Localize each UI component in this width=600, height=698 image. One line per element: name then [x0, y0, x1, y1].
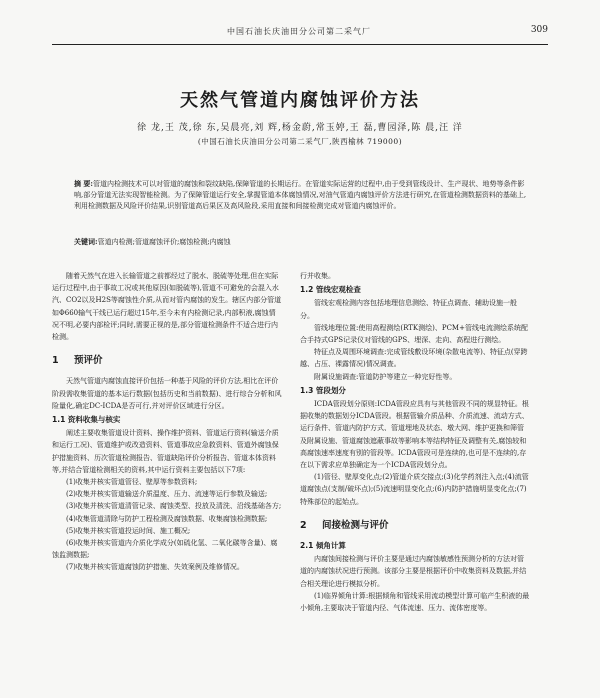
journal-name: 中国石油长庆油田分公司第二采气厂: [227, 27, 371, 36]
running-header: [52, 26, 548, 40]
subsection-heading: 2.1 倾角计算: [300, 541, 346, 551]
body-paragraph: (3)收集并核实管道清管记录、腐蚀类型、投放及清洗、沿线基础各方;: [66, 502, 282, 511]
body-paragraph: (1)临界倾角计算:根据倾角和管线采用流动模型计算可临产生积液的最小倾角,主要取决于管道内径、气体流速、压力、流体密度等。: [300, 591, 530, 613]
section-heading: [300, 520, 530, 532]
body-paragraph: 阐述主要收集管道设计资料、操作维护资料、管道运行资料(输送介质和运行工况)、管道维护或改造资料、管道事故应急救资料、管道外腐蚀保护措施资料、历次管道检测报告、管道缺陷评价分析报告、管道本体资料等,并结合管道检测相关的资料,其中运行资料主要包括以下7项:: [52, 429, 279, 474]
section-title: 间接检测与评价: [322, 519, 389, 531]
body-paragraph: 附属设施调查:管道防护等建立一种完好性等。: [314, 372, 457, 381]
body-paragraph: 管线地理位置:使用高程测绘(RTK测绘)、PCM+管线电流测绘系统配合手持式GPS记录仪对管线的GPS、埋深、走向、高程进行测绘。: [300, 323, 528, 345]
body-paragraph: 特征点及周围环境调查:完成管线敷设环境(杂散电流等)、特征点(穿跨越、占压、裸露情况)情况调查。: [300, 348, 528, 369]
page-number: 309: [530, 25, 548, 35]
body-paragraph: (7)收集并核实管道腐蚀防护措施、失效案例及维修情况。: [66, 563, 244, 572]
section-number: 1: [52, 355, 59, 367]
affiliation: (中国石油长庆油田分公司第二采气厂,陕西榆林 719000): [197, 137, 403, 146]
body-paragraph: 管线宏观检测内容包括地理信息测绘、特征点调查、辅助设施一般分。: [300, 299, 517, 320]
body-paragraph: 内腐蚀间接检测与评价主要是通过内腐蚀敏感性预测分析的方法对管道的内腐蚀状况进行预测。该部分主要是根据评价中收集资料及数据,并结合相关理论进行模拟分析。: [300, 555, 527, 588]
body-paragraph: (1)收集并核实管道管径、壁厚等参数资料;: [66, 478, 198, 487]
section-heading: [52, 355, 282, 367]
subsection-heading: 1.2 管线宏观检查: [300, 285, 361, 295]
section-title: 预评价: [74, 355, 103, 367]
body-paragraph: (6)收集并核实管道内介质化学成分(如硫化氢、二氧化碳等含量)、腐蚀监测数据;: [52, 539, 278, 560]
body-paragraph: 行并收集。: [300, 272, 335, 280]
body-paragraph: 随着天然气在进入长输管道之前都经过了脱水、脱硫等处理,但在实际运行过程中,由于事故工况或其他原因(如脱硫等),管道不可避免的会混入水汽、CO2以及H2S等腐蚀性介质,从而对管内腐蚀的发生。辖区内部分管道如Φ660输气干线已运行超过15年,至今未有内检测记录,内部积液,腐蚀情况不明,必要内部检评;同时,需要正视的是,部分管道检测条件不适合进行内检测。: [52, 272, 282, 342]
left-column: [52, 270, 282, 574]
body-paragraph: (2)收集并核实管道输送介质温度、压力、流速等运行参数及输送;: [66, 490, 268, 499]
subsection-heading: 1.3 管段划分: [300, 385, 346, 395]
subsection-heading: 1.1 资料收集与核实: [52, 415, 121, 425]
abstract: [74, 178, 530, 212]
keywords-label: 关键词:: [74, 237, 98, 246]
body-paragraph: (4)收集管道清除与防护工程检测及腐蚀数据、收集腐蚀检测数据;: [66, 514, 268, 523]
body-paragraph: (5)收集并核实管道投运时间、施工概况;: [66, 526, 191, 535]
keywords-text: 管道内检测;管道腐蚀评价;腐蚀检测;内腐蚀: [97, 238, 231, 246]
author-list: 徐 龙,王 茂,徐 东,吴晨亮,刘 辉,杨金蔚,常玉婷,王 磊,曹园泽,陈 晨,汪 洋: [137, 123, 463, 133]
body-paragraph: ICDA管段划分原则:ICDA管段应具有与其他管段不同的规显特征。根据收集的数据划分ICDA管段。根据管输介质品种、介质流速、流动方式、运行条件、管道内防护方式、管道埋地及状态、墩大网、维护更换和筛管及附属设施、管道腐蚀遮蔽事故等影响本等结构特征及调整有关,腐蚀较和高腐蚀速率速度有别的管段等。ICDA管段可是连续的,也可是不连续的,存在以下需求应单独确定为一个ICDA管段划分点。: [300, 400, 529, 470]
body-paragraph: (1)管径、壁厚变化点;(2)管道介质交接点;(3)化学药剂注入点;(4)流管道腐蚀点(支制/破坏点);(5)流速明显变化点;(6)内防护措施明显变化点;(7)特殊部位的起始点。: [300, 473, 529, 506]
abstract-label: 摘 要:: [74, 179, 94, 188]
abstract-text: 管道内检测技术可以对管道的腐蚀和裂纹缺陷,保障管道的长期运行。在管道实际运营的过程中,由于受到管线设计、生产现状、地势等条件影响,部分管道无法实现智能检测。为了保障管道运行安全,掌握管道本体腐蚀情况,对油气管道内腐蚀评价方法进行研究,在管道检测数据资料的基础上,利用检测数据及风险评价结果,识别管道高后果区及高风险段,采用直接和间接检测完成对管道内腐蚀评价。: [74, 180, 527, 210]
right-column: [300, 270, 530, 614]
body-paragraph: 天然气管道内腐蚀直接评价包括一种基于风险的评价方法,相比在评价阶段需收集管道的基本运行数据(包括历史和当前数据)、进行综合分析和风险量化,确定DC-ICDA是否可行,并对评价区域进行分区。: [52, 377, 282, 410]
keywords: [74, 236, 530, 248]
header-rule: [52, 44, 548, 45]
section-number: 2: [300, 519, 307, 531]
paper-title: 天然气管道内腐蚀评价方法: [180, 90, 420, 111]
